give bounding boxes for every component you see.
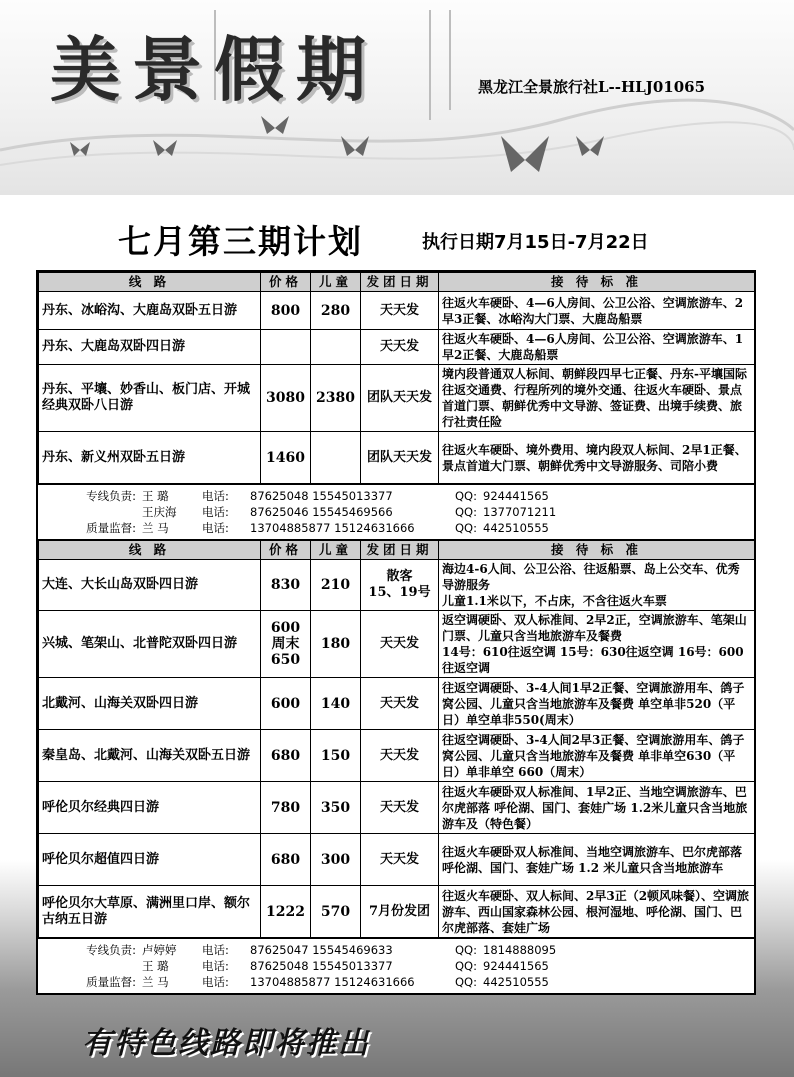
brand-title: 美景假期 — [50, 29, 378, 111]
contact-phone: 87625046 15545469566 — [250, 505, 393, 519]
contact-row — [48, 958, 754, 974]
col-price: 价格 — [261, 541, 311, 560]
standard-cell: 境内段普通双人标间、朝鲜段四早七正餐、丹东-平壤国际往返交通费、行程所列的境外交通、往返火车硬卧、景点首道门票、朝鲜优秀中文导游、签证费、出境手续费、旅行社责任险 — [439, 365, 755, 432]
child-cell: 140 — [311, 678, 361, 730]
itinerary-table-2 — [38, 540, 755, 938]
qq-label: QQ: — [455, 521, 477, 535]
price-cell: 830 — [261, 560, 311, 611]
contact-row — [48, 974, 754, 990]
departure-cell: 7月份发团 — [361, 886, 439, 938]
departure-cell: 天天发 — [361, 330, 439, 365]
table-row — [39, 365, 755, 432]
itinerary-table-1 — [38, 272, 755, 484]
departure-cell: 天天发 — [361, 730, 439, 782]
contact-qq: 1377071211 — [483, 505, 557, 519]
qq-label: QQ: — [455, 943, 477, 957]
price-cell: 3080 — [261, 365, 311, 432]
contact-role — [48, 504, 142, 520]
qq-label: QQ: — [455, 489, 477, 503]
contact-role: 专线负责: — [86, 943, 136, 957]
departure-cell: 天天发 — [361, 782, 439, 834]
child-cell: 2380 — [311, 365, 361, 432]
contact-role: 专线负责: — [86, 489, 136, 503]
standard-cell: 往返空调硬卧、3-4人间1早2正餐、空调旅游用车、鸽子窝公园、儿童只含当地旅游车及餐费 单空单非520（平日）单空单非550(周末） — [439, 678, 755, 730]
standard-cell: 返空调硬卧、双人标准间、2早2正，空调旅游车、笔架山门票、儿童只含当地旅游车及餐费 14号：610往返空调 15号：630往返空调 16号：600往返空调 — [439, 611, 755, 678]
col-route: 线 路 — [39, 541, 261, 560]
contact-qq: 442510555 — [483, 521, 549, 535]
contact-name: 卢婷婷 — [142, 943, 177, 957]
contact-phone: 87625048 15545013377 — [250, 959, 393, 973]
route-cell: 秦皇岛、北戴河、山海关双卧五日游 — [39, 730, 261, 782]
contact-phone: 87625047 15545469633 — [250, 943, 393, 957]
contact-qq: 924441565 — [483, 959, 549, 973]
price-cell: 680 — [261, 834, 311, 886]
contact-row — [48, 942, 754, 958]
child-cell: 300 — [311, 834, 361, 886]
child-cell — [311, 432, 361, 484]
col-child: 儿童 — [311, 273, 361, 292]
col-standard: 接 待 标 准 — [439, 541, 755, 560]
price-cell: 680 — [261, 730, 311, 782]
route-cell: 北戴河、山海关双卧四日游 — [39, 678, 261, 730]
price-cell: 600 周末 650 — [261, 611, 311, 678]
table-row — [39, 292, 755, 330]
contact-qq: 924441565 — [483, 489, 549, 503]
qq-label: QQ: — [455, 975, 477, 989]
tel-label: 电话: — [202, 943, 229, 957]
departure-cell: 团队天天发 — [361, 365, 439, 432]
table-row — [39, 330, 755, 365]
standard-cell: 往返火车硬卧、4—6人房间、公卫公浴、空调旅游车、2早3正餐、冰峪沟大门票、大鹿岛船票 — [439, 292, 755, 330]
contact-row — [48, 520, 754, 536]
qq-label: QQ: — [455, 505, 477, 519]
child-cell: 350 — [311, 782, 361, 834]
slogan: 有特色线路即将推出 — [82, 1026, 370, 1061]
price-cell: 600 — [261, 678, 311, 730]
departure-cell: 团队天天发 — [361, 432, 439, 484]
contact-row — [48, 488, 754, 504]
tel-label: 电话: — [202, 489, 229, 503]
col-child: 儿童 — [311, 541, 361, 560]
departure-cell: 散客 15、19号 — [361, 560, 439, 611]
col-departure: 发团日期 — [361, 541, 439, 560]
price-cell: 1222 — [261, 886, 311, 938]
child-cell: 150 — [311, 730, 361, 782]
tel-label: 电话: — [202, 505, 229, 519]
child-cell: 570 — [311, 886, 361, 938]
contact-name: 王 璐 — [142, 489, 169, 503]
standard-cell: 往返火车硬卧双人标准间、当地空调旅游车、巴尔虎部落 呼伦湖、国门、套娃广场 1.2 米儿童只含当地旅游车 — [439, 834, 755, 886]
contact-name: 王 璐 — [142, 959, 169, 973]
contact-role: 质量监督: — [86, 975, 136, 989]
table-row — [39, 611, 755, 678]
table-row — [39, 560, 755, 611]
contact-block-2 — [38, 938, 754, 993]
route-cell: 丹东、冰峪沟、大鹿岛双卧五日游 — [39, 292, 261, 330]
col-route: 线 路 — [39, 273, 261, 292]
standard-cell: 往返火车硬卧、境外费用、境内段双人标间、2早1正餐、景点首道大门票、朝鲜优秀中文导游服务、司陪小费 — [439, 432, 755, 484]
standard-cell: 往返火车硬卧、双人标间、2早3正（2顿风味餐）、空调旅游车、西山国家森林公园、根河湿地、呼伦湖、国门、巴尔虎部落、套娃广场 — [439, 886, 755, 938]
table-row — [39, 730, 755, 782]
table-row — [39, 432, 755, 484]
route-cell: 大连、大长山岛双卧四日游 — [39, 560, 261, 611]
table-header — [39, 273, 755, 292]
route-cell: 呼伦贝尔经典四日游 — [39, 782, 261, 834]
table-row — [39, 886, 755, 938]
route-cell: 丹东、大鹿岛双卧四日游 — [39, 330, 261, 365]
col-standard: 接 待 标 准 — [439, 273, 755, 292]
departure-cell: 天天发 — [361, 834, 439, 886]
child-cell — [311, 330, 361, 365]
departure-cell: 天天发 — [361, 611, 439, 678]
child-cell: 210 — [311, 560, 361, 611]
table-row — [39, 782, 755, 834]
plan-header — [0, 210, 794, 260]
col-departure: 发团日期 — [361, 273, 439, 292]
qq-label: QQ: — [455, 959, 477, 973]
route-cell: 丹东、新义州双卧五日游 — [39, 432, 261, 484]
tel-label: 电话: — [202, 959, 229, 973]
child-cell: 280 — [311, 292, 361, 330]
header-banner — [0, 0, 794, 195]
tel-label: 电话: — [202, 975, 229, 989]
itinerary-frame — [36, 270, 756, 995]
price-cell: 800 — [261, 292, 311, 330]
agency-name: 黑龙江全景旅行社L--HLJ01065 — [478, 78, 706, 96]
price-cell: 1460 — [261, 432, 311, 484]
table-row — [39, 834, 755, 886]
contact-phone: 13704885877 15124631666 — [250, 975, 415, 989]
col-price: 价格 — [261, 273, 311, 292]
departure-cell: 天天发 — [361, 292, 439, 330]
plan-title: 七月第三期计划 — [118, 222, 363, 261]
price-cell: 780 — [261, 782, 311, 834]
route-cell: 呼伦贝尔大草原、满洲里口岸、额尔古纳五日游 — [39, 886, 261, 938]
contact-name: 兰 马 — [142, 975, 169, 989]
price-cell — [261, 330, 311, 365]
contact-qq: 1814888095 — [483, 943, 557, 957]
table-row — [39, 678, 755, 730]
contact-role — [48, 958, 142, 974]
standard-cell: 往返火车硬卧双人标准间、1早2正、当地空调旅游车、巴尔虎部落 呼伦湖、国门、套娃广场 1.2米儿童只含当地旅游车及（特色餐） — [439, 782, 755, 834]
route-cell: 兴城、笔架山、北普陀双卧四日游 — [39, 611, 261, 678]
table-header — [39, 541, 755, 560]
contact-phone: 87625048 15545013377 — [250, 489, 393, 503]
standard-cell: 海边4-6人间、公卫公浴、往返船票、岛上公交车、优秀导游服务 儿童1.1米以下，不占床，不含往返火车票 — [439, 560, 755, 611]
tel-label: 电话: — [202, 521, 229, 535]
departure-cell: 天天发 — [361, 678, 439, 730]
contact-name: 兰 马 — [142, 521, 169, 535]
child-cell: 180 — [311, 611, 361, 678]
route-cell: 呼伦贝尔超值四日游 — [39, 834, 261, 886]
route-cell: 丹东、平壤、妙香山、板门店、开城经典双卧八日游 — [39, 365, 261, 432]
standard-cell: 往返火车硬卧、4—6人房间、公卫公浴、空调旅游车、1早2正餐、大鹿岛船票 — [439, 330, 755, 365]
contact-role: 质量监督: — [86, 521, 136, 535]
contact-row — [48, 504, 754, 520]
standard-cell: 往返空调硬卧、3-4人间2早3正餐、空调旅游用车、鸽子窝公园、儿童只含当地旅游车及餐费 单非单空630（平日）单非单空 660（周末） — [439, 730, 755, 782]
plan-date: 执行日期7月15日-7月22日 — [422, 232, 649, 253]
contact-qq: 442510555 — [483, 975, 549, 989]
contact-name: 王庆海 — [142, 505, 177, 519]
contact-block-1 — [38, 484, 754, 540]
contact-phone: 13704885877 15124631666 — [250, 521, 415, 535]
